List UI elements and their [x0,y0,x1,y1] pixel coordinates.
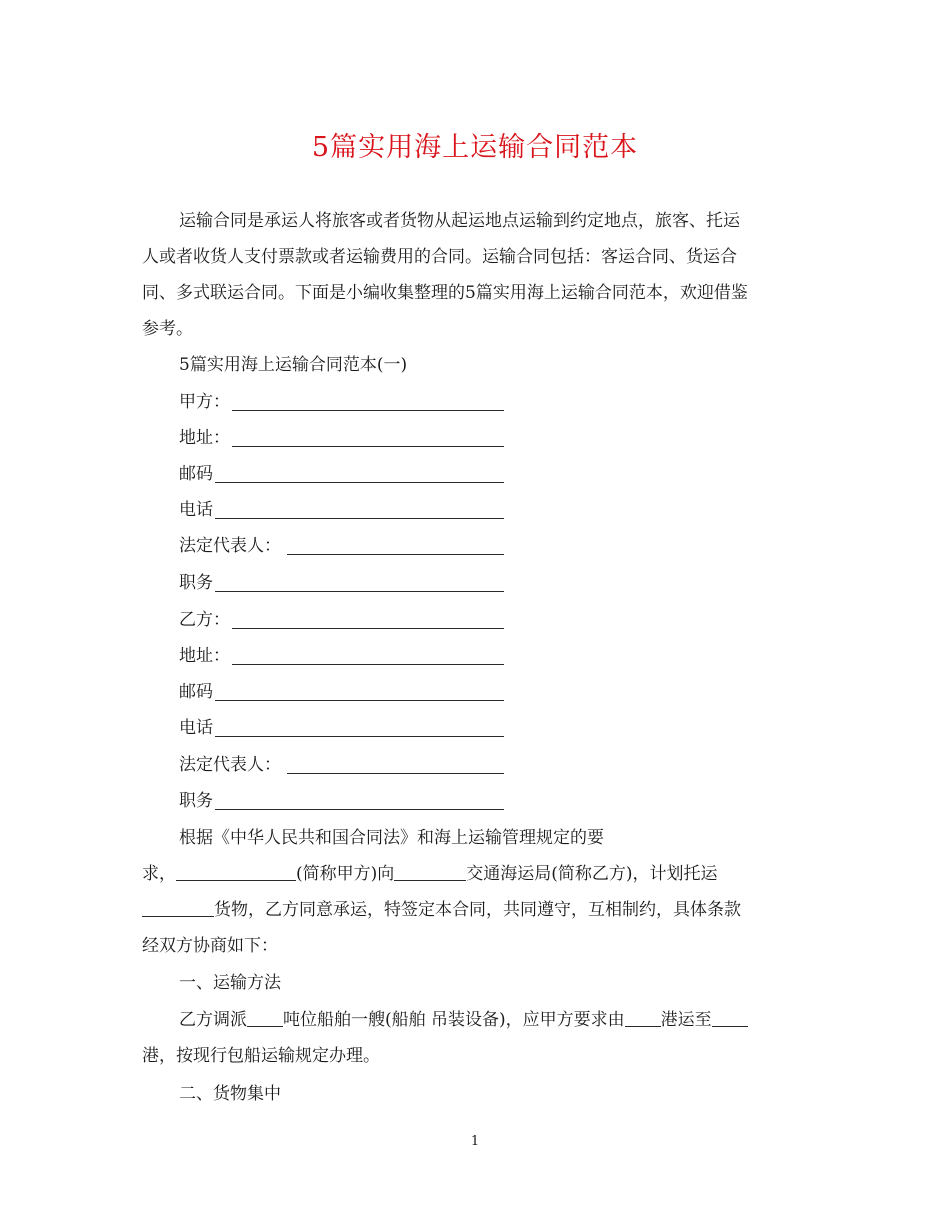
party-a-position-label: 职务 [179,573,213,593]
document-title: 5篇实用海上运输合同范本 [311,132,639,163]
shipper-blank [176,860,296,881]
party-b-label: 乙方： [179,610,230,630]
party-b-blank [232,628,504,629]
party-a-legal-rep-field [179,528,281,564]
party-b-position-blank [215,809,504,810]
party-a-position-blank [215,591,504,592]
preamble-line-2-end: 交通海运局(简称乙方)，计划托运 [466,864,718,884]
preamble-line-2-mid: (简称甲方)向 [296,864,395,884]
party-a-phone-label: 电话 [179,500,213,520]
party-b-phone-label: 电话 [179,718,213,738]
party-a-blank [232,410,504,411]
party-b-address-label: 地址： [179,646,230,666]
clause-1-line-1 [142,1002,839,1038]
preamble-line-2-start: 求， [142,864,176,884]
party-a-postcode-blank [215,482,504,483]
clause-1-text-a: 乙方调派 [179,1010,247,1030]
party-a-phone-blank [215,518,504,519]
intro-line-1: 运输合同是承运人将旅客或者货物从起运地点运输到约定地点，旅客、托运 [179,211,740,231]
intro-line-4: 参考。 [142,319,193,339]
party-b-legal-rep-blank [287,773,504,774]
party-a-postcode-label: 邮码 [179,464,213,484]
destination-port-blank [712,1006,748,1027]
party-b-field [179,602,230,638]
origin-port-blank [625,1006,661,1027]
party-a-position-field [179,565,213,601]
party-b-position-label: 职务 [179,791,213,811]
party-b-address-blank [232,664,504,665]
party-a-label: 甲方： [179,392,230,412]
party-b-postcode-label: 邮码 [179,682,213,702]
party-a-address-field [179,420,230,456]
party-a-postcode-field [179,456,213,492]
party-a-legal-rep-blank [287,554,504,555]
page-number: 1 [470,1134,480,1149]
preamble-line-4: 经双方协商如下： [142,936,278,956]
preamble-line-3-text: 货物，乙方同意承运，特签定本合同，共同遵守，互相制约，具体条款 [214,900,741,920]
goods-blank [142,896,214,917]
party-a-field [179,384,230,420]
clause-2-heading: 二、货物集中 [179,1084,281,1104]
tonnage-blank [247,1006,283,1027]
intro-line-3: 同、多式联运合同。下面是小编收集整理的5篇实用海上运输合同范本，欢迎借鉴 [142,283,748,303]
party-b-postcode-field [179,674,213,710]
carrier-blank [394,860,466,881]
preamble-line-2 [142,856,802,892]
party-b-phone-field [179,710,213,746]
preamble-line-1: 根据《中华人民共和国合同法》和海上运输管理规定的要 [179,828,604,848]
party-a-address-blank [232,446,504,447]
party-a-phone-field [179,492,213,528]
party-a-address-label: 地址： [179,428,230,448]
clause-1-text-b: 吨位船舶一艘(船舶 吊装设备)，应甲方要求由 [283,1010,625,1030]
party-b-position-field [179,783,213,819]
party-b-phone-blank [215,736,504,737]
clause-1-heading: 一、运输方法 [179,973,281,993]
party-b-postcode-blank [215,700,504,701]
intro-line-2: 人或者收货人支付票款或者运输费用的合同。运输合同包括：客运合同、货运合 [142,247,737,267]
party-b-legal-rep-label: 法定代表人： [179,755,281,775]
clause-1-text-c: 港运至 [660,1010,712,1030]
party-b-legal-rep-field [179,747,281,783]
party-b-address-field [179,638,230,674]
section-heading: 5篇实用海上运输合同范本(一) [179,355,408,375]
preamble-line-3 [142,892,802,928]
party-a-legal-rep-label: 法定代表人： [179,536,281,556]
clause-1-line-2: 港，按现行包船运输规定办理。 [142,1046,380,1066]
